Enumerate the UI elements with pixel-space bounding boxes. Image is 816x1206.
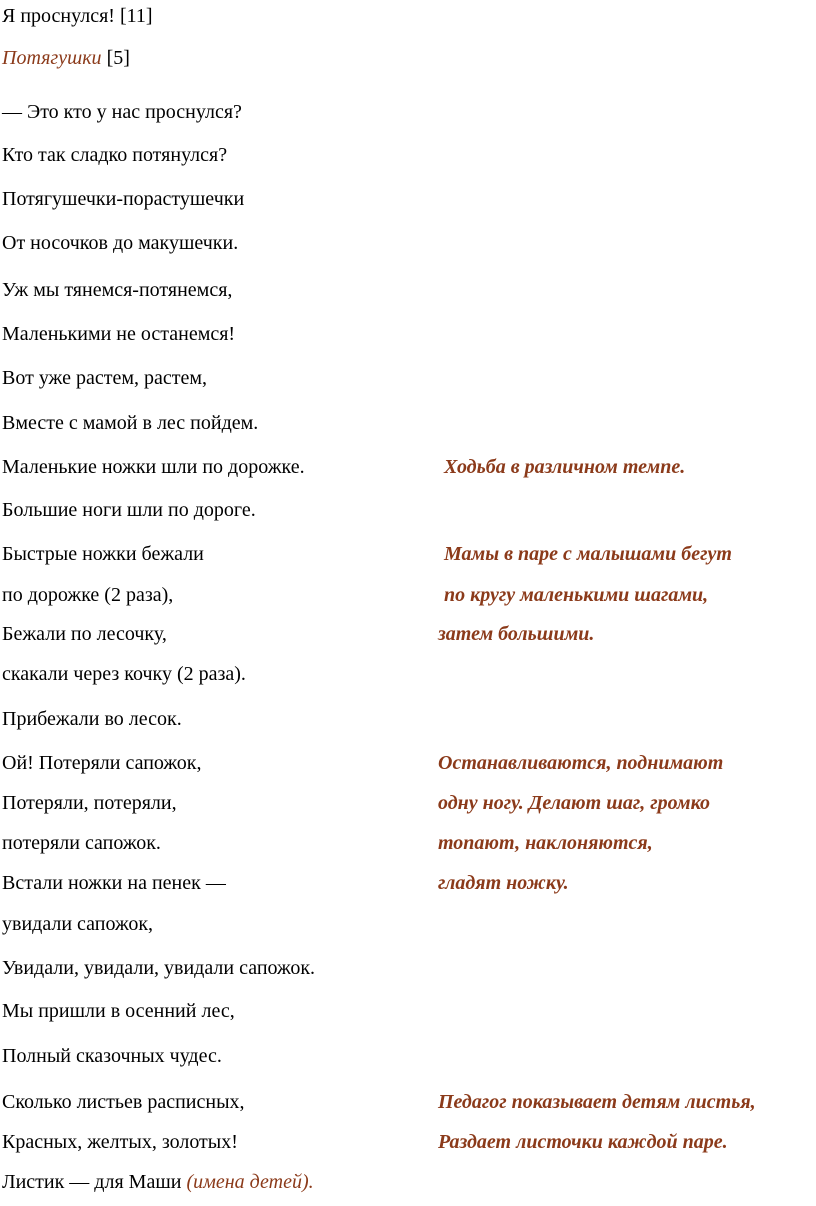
stage-direction: Раздает листочки каждой паре. — [438, 1131, 728, 1153]
poem-line: Прибежали во лесок. — [2, 708, 182, 730]
poem-line: От носочков до макушечки. — [2, 232, 239, 254]
stage-direction: Ходьба в различном темпе. — [444, 456, 686, 478]
poem-line: Маленькими не останемся! — [2, 323, 236, 345]
poem-line: Мы пришли в осенний лес, — [2, 1000, 235, 1022]
subtitle-title: Потягушки — [2, 47, 102, 69]
poem-line: потеряли сапожок. — [2, 832, 161, 854]
poem-line-last — [2, 1170, 314, 1194]
poem-line: Маленькие ножки шли по дорожке. — [2, 456, 305, 478]
poem-line: Уж мы тянемся-потянемся, — [2, 279, 233, 301]
poem-line: Бежали по лесочку, — [2, 623, 167, 645]
heading: Я проснулся! [11] — [2, 5, 153, 27]
stage-direction: по кругу маленькими шагами, — [444, 584, 709, 606]
poem-line: скакали через кочку (2 раза). — [2, 663, 246, 685]
poem-line: Большие ноги шли по дороге. — [2, 499, 256, 521]
subtitle-ref: [5] — [106, 47, 130, 69]
stage-direction: Педагог показывает детям листья, — [438, 1091, 756, 1113]
stage-direction: Останавливаются, поднимают — [438, 752, 724, 774]
poem-line: Вместе с мамой в лес пойдем. — [2, 412, 259, 434]
poem-line: Ой! Потеряли сапожок, — [2, 752, 202, 774]
last-line-note: (имена детей). — [186, 1171, 314, 1193]
poem-line: Полный сказочных чудес. — [2, 1045, 222, 1067]
poem-line: Сколько листьев расписных, — [2, 1091, 245, 1113]
stage-direction: гладят ножку. — [438, 872, 569, 894]
stage-direction: топают, наклоняются, — [438, 832, 653, 854]
subtitle — [2, 46, 130, 70]
poem-line: Увидали, увидали, увидали сапожок. — [2, 957, 316, 979]
stage-direction: затем большими. — [438, 623, 595, 645]
poem-line: увидали сапожок, — [2, 913, 154, 935]
stage-direction: одну ногу. Делают шаг, громко — [438, 792, 710, 814]
poem-line: по дорожке (2 раза), — [2, 584, 174, 606]
poem-line: Кто так сладко потянулся? — [2, 144, 228, 166]
poem-line: Встали ножки на пенек — — [2, 872, 226, 894]
poem-line: Потеряли, потеряли, — [2, 792, 177, 814]
last-line-text: Листик — для Маши — [2, 1171, 182, 1193]
poem-line: Красных, желтых, золотых! — [2, 1131, 238, 1153]
poem-line: — Это кто у нас проснулся? — [2, 101, 242, 123]
poem-line: Вот уже растем, растем, — [2, 367, 208, 389]
stage-direction: Мамы в паре с малышами бегут — [444, 543, 732, 565]
poem-line: Быстрые ножки бежали — [2, 543, 204, 565]
poem-line: Потягушечки-порастушечки — [2, 188, 245, 210]
